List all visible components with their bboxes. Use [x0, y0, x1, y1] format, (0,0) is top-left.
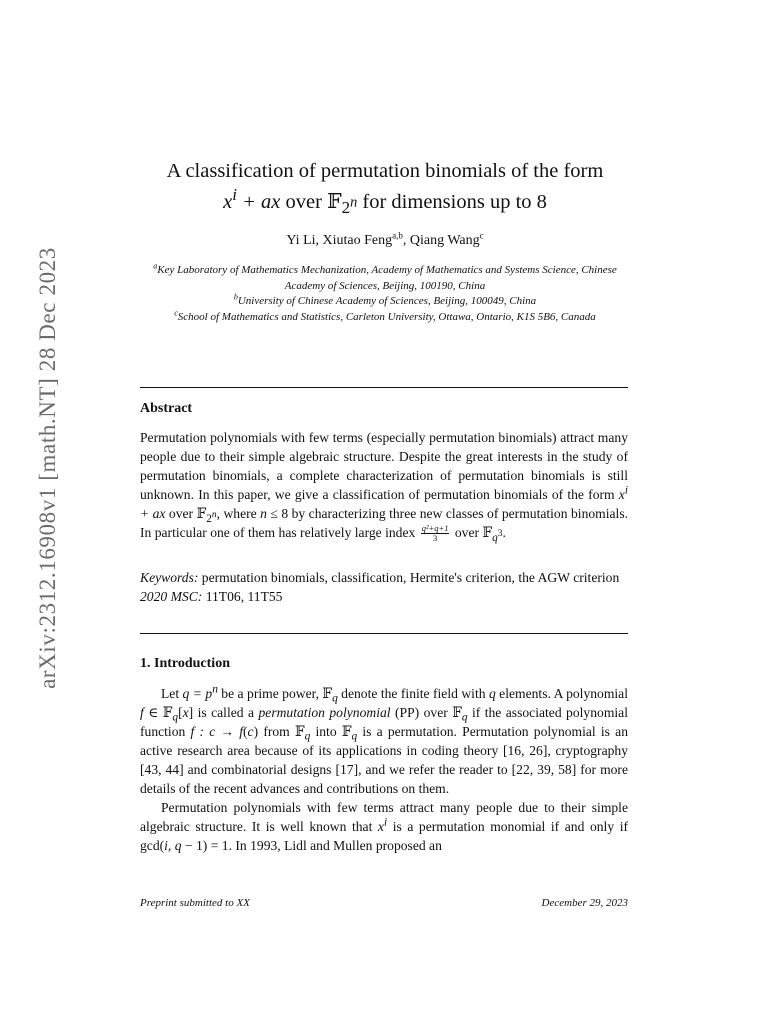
introduction-text	[140, 684, 628, 855]
author-affil-mark[interactable]: a,b	[392, 230, 403, 241]
keywords-line: Keywords: permutation binomials, classification, Hermite's criterion, the AGW criterion	[140, 570, 620, 585]
section-heading-introduction: 1. Introduction	[140, 656, 230, 671]
affiliation-b: $^b$University of Chinese Academy of Sciences, Beijing, 100049, China	[233, 292, 537, 307]
footer-date: December 29, 2023	[541, 897, 628, 909]
author-qiang-wang: , Qiang Wang	[402, 233, 480, 248]
abstract-top-rule	[140, 387, 628, 388]
intro-paragraph-2: Permutation polynomials with few terms attract many people due to their simple algebraic structure. It is well known that $x^i$ is a permutation monomial if and only if gcd(i, q − 1) = 1. In 1993, Lidl and Mullen proposed an	[140, 800, 628, 853]
arxiv-identifier[interactable]: arXiv:2312.16908v1 [math.NT] 28 Dec 2023	[35, 247, 60, 689]
msc-line: 2020 MSC: 11T06, 11T55	[140, 589, 283, 604]
author-affil-mark[interactable]: c	[479, 230, 484, 241]
paper-title	[100, 156, 670, 218]
affiliation-c: $^c$School of Mathematics and Statistics, Carleton University, Ottawa, Ontario, K1S 5B6, Canada	[174, 307, 596, 323]
abstract-text: Permutation polynomials with few terms (especially permutation binomials) attract many people due to their simple algebraic structure. Despite the great interests in the study of permutation binomials, a complete characterization of permutation binomials is still unknown. In this paper, we give a classification of permutation binomials of the form $x^i$ + ax over 𝔽$_{2^n}$, where n ≤ 8 by characterizing three new classes of permutation binomials. In particular one of them has relatively large index $\frac{\text{q²+q+1}}{3}$ over 𝔽$_{q^3}$.	[140, 430, 629, 544]
abstract-bottom-rule	[140, 633, 628, 634]
title-line-1: A classification of permutation binomials of the form	[166, 160, 604, 182]
author-xiutao-feng: Xiutao Feng	[322, 233, 393, 248]
author-yi-li: Yi Li,	[286, 233, 323, 248]
title-line-2: $x^i$ + ax over 𝔽$_{2^n}$ for dimensions up to 8	[223, 185, 547, 218]
keywords-block	[140, 568, 628, 606]
index-fraction: $\frac{\text{q²+q+1}}{3}$	[421, 523, 449, 543]
footer-preprint-note: Preprint submitted to XX	[140, 897, 250, 909]
affiliations	[135, 263, 635, 325]
author-list	[100, 230, 670, 249]
intro-paragraph-1: Let $q = p^n$ be a prime power, 𝔽$_q$ denote the finite field with q elements. A polynomial f ∈ 𝔽$_q$[x] is called a permutation polynomial (PP) over 𝔽$_q$ if the associated polynomial function f : c → f(c) from 𝔽$_q$ into 𝔽$_q$ is a permutation. Permutation polynomial is an active research area because of its applications in coding theory [16, 26], cryptography [43, 44] and combinatorial designs [17], and we refer the reader to [22, 39, 58] for more details of the recent advances and contributions on them.	[140, 683, 628, 796]
abstract-heading: Abstract	[140, 401, 193, 416]
affiliation-a: $^a$Key Laboratory of Mathematics Mechanization, Academy of Mathematics and Systems Science, Chinese Academy of Sciences, Beijing, 100190, China	[153, 261, 617, 292]
